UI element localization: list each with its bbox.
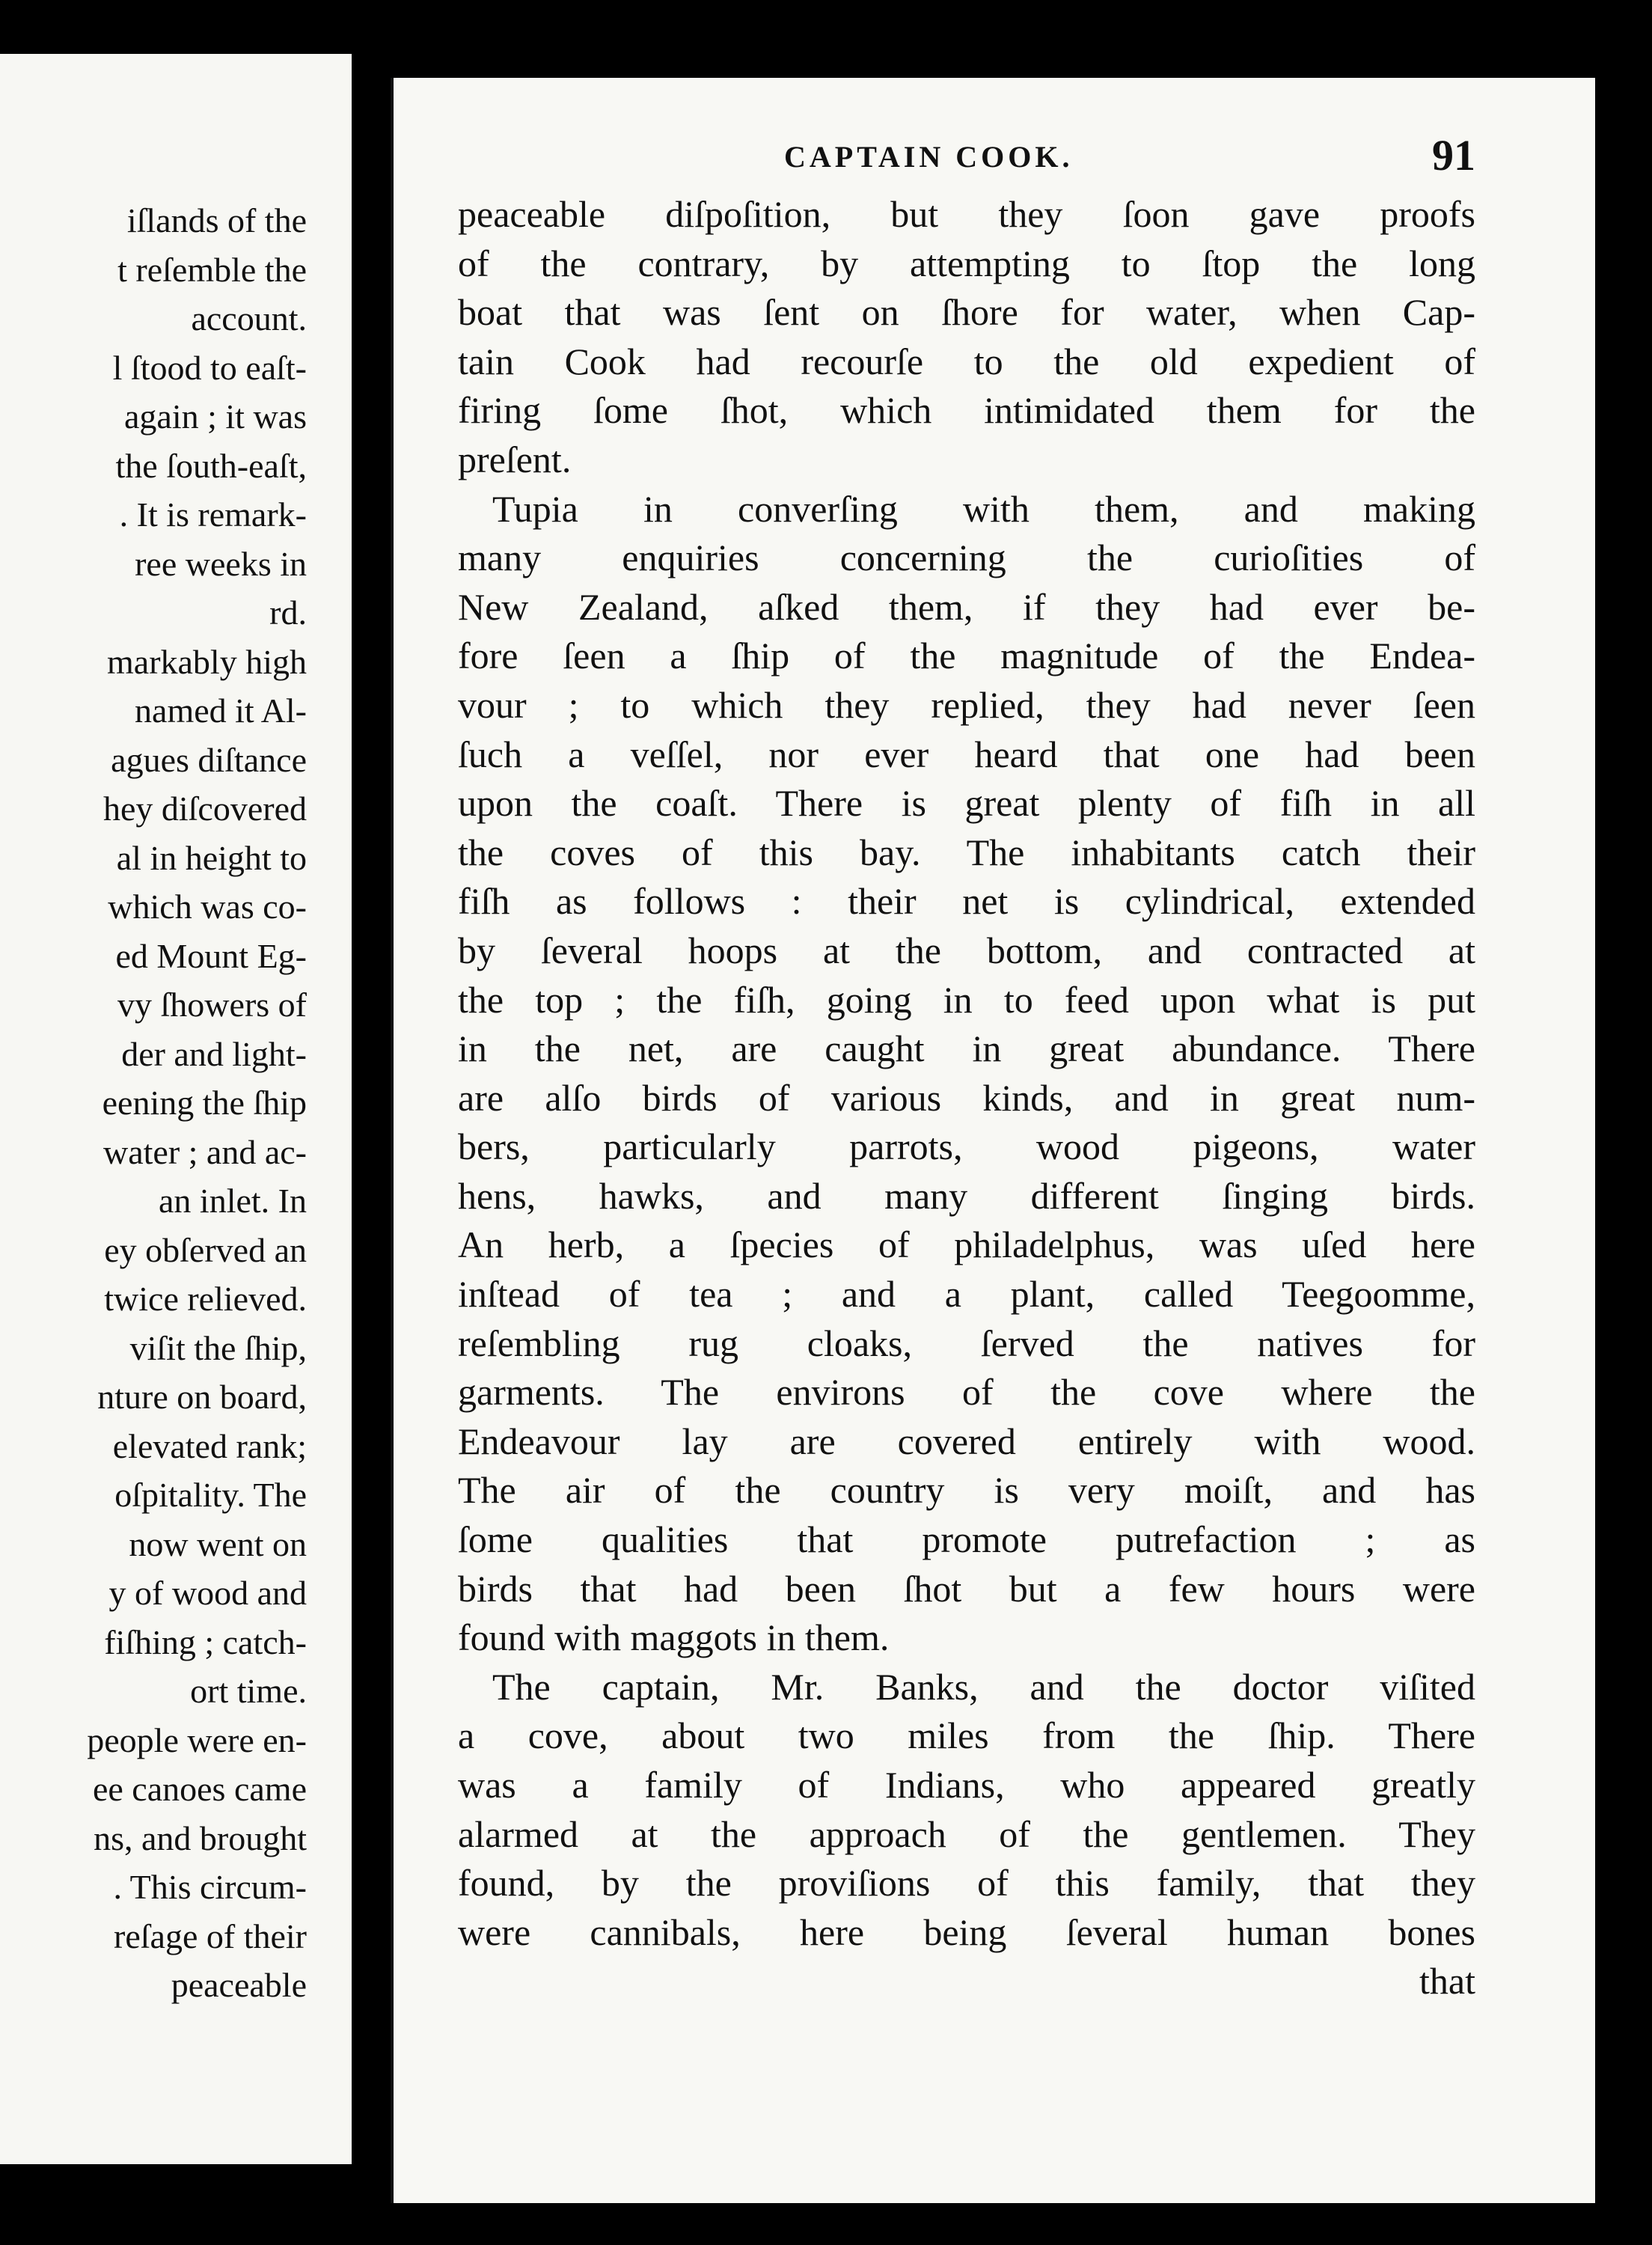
left-page — [0, 54, 352, 2164]
text-line: again ; it was — [124, 397, 307, 436]
text-line: twice relieved. — [104, 1280, 307, 1318]
running-title: CAPTAIN COOK. — [784, 140, 1074, 174]
text-line: named it Al- — [135, 691, 307, 730]
text-line: which was co- — [108, 888, 307, 926]
text-line: hey diſcovered — [103, 789, 307, 828]
text-line: . It is remark- — [119, 495, 307, 534]
text-line: preſent. — [458, 438, 572, 480]
text-line: y of wood and — [108, 1574, 307, 1612]
text-line: the ſouth-eaſt, — [115, 446, 307, 485]
text-line: . This circum- — [113, 1868, 307, 1906]
text-line: l ſtood to eaſt- — [112, 348, 307, 387]
text-line: ſuch a veſſel, nor ever heard that one had been — [458, 733, 1475, 775]
text-line: found with maggots in them. — [458, 1616, 890, 1659]
text-line: Tupia in converſing with them, and making — [492, 487, 1475, 530]
text-line: ort time. — [190, 1672, 307, 1710]
text-line: the top ; the fiſh, going in to feed upon what is put — [458, 978, 1475, 1021]
text-line: t reſemble the — [117, 250, 307, 289]
text-line: ſome qualities that promote putrefaction ; as — [458, 1518, 1475, 1561]
left-page-text — [87, 196, 307, 2010]
right-page — [391, 78, 1595, 2203]
page-number: 91 — [1432, 131, 1475, 180]
text-line: birds that had been ſhot but a few hours were — [458, 1567, 1475, 1610]
text-line: ee canoes came — [92, 1770, 307, 1808]
text-line: fore ſeen a ſhip of the magnitude of the Endea- — [458, 635, 1475, 677]
text-line: al in height to — [116, 838, 307, 877]
text-line: bers, particularly parrots, wood pigeons, water — [458, 1125, 1475, 1168]
text-line: an inlet. In — [159, 1182, 307, 1220]
text-line: viſit the ſhip, — [129, 1328, 307, 1367]
text-line: people were en- — [87, 1720, 307, 1759]
text-line: The air of the country is very moiſt, and has — [458, 1469, 1475, 1512]
text-line: The captain, Mr. Banks, and the doctor viſited — [492, 1665, 1475, 1708]
text-line: by ſeveral hoops at the bottom, and contracted at — [458, 929, 1475, 971]
text-line: fiſh as follows : their net is cylindrical, extended — [458, 880, 1475, 923]
text-line: nture on board, — [97, 1378, 307, 1416]
text-line: markably high — [107, 642, 307, 681]
text-line: the coves of this bay. The inhabitants catch their — [458, 831, 1475, 873]
text-line: oſpitality. The — [114, 1476, 307, 1514]
text-line: ey obſerved an — [104, 1230, 307, 1269]
text-line: of the contrary, by attempting to ſtop the long — [458, 242, 1475, 284]
text-line: New Zealand, aſked them, if they had ever be- — [458, 585, 1475, 628]
text-line: vour ; to which they replied, they had never ſeen — [458, 683, 1475, 726]
text-line: eening the ſhip — [102, 1084, 307, 1122]
text-line: was a family of Indians, who appeared greatly — [458, 1764, 1475, 1806]
text-line: An herb, a ſpecies of philadelphus, was uſed here — [458, 1224, 1475, 1266]
text-line: many enquiries concerning the curioſities of — [458, 537, 1475, 579]
text-line: vy ſhowers of — [117, 986, 307, 1024]
text-line: ns, and brought — [94, 1818, 307, 1857]
text-line: inſtead of tea ; and a plant, called Teegoomme, — [458, 1273, 1475, 1316]
text-line: iſlands of the — [126, 201, 307, 239]
text-line: in the net, are caught in great abundance. There — [458, 1027, 1475, 1070]
text-line: are alſo birds of various kinds, and in great num- — [458, 1076, 1475, 1119]
text-line: upon the coaſt. There is great plenty of fiſh in all — [458, 782, 1475, 825]
text-line: hens, hawks, and many different ſinging birds. — [458, 1174, 1475, 1217]
text-line: peaceable — [171, 1966, 307, 2004]
text-line: ree weeks in — [135, 544, 307, 583]
running-head — [394, 131, 1595, 181]
text-line: peaceable diſpoſition, but they ſoon gave proofs — [458, 193, 1475, 235]
text-line: ed Mount Eg- — [115, 936, 307, 975]
text-line: a cove, about two miles from the ſhip. There — [458, 1714, 1475, 1757]
text-line: garments. The environs of the cove where the — [458, 1371, 1475, 1414]
text-line: firing ſome ſhot, which intimidated them for the — [458, 389, 1475, 432]
catchword: that — [1419, 1960, 1475, 2003]
text-line: account. — [191, 299, 307, 337]
text-line: rd. — [269, 593, 307, 632]
text-line: agues diſtance — [111, 740, 307, 779]
text-line: water ; and ac- — [103, 1132, 307, 1171]
text-line: der and light- — [121, 1034, 307, 1073]
text-line: fiſhing ; catch- — [104, 1622, 307, 1661]
text-line: found, by the proviſions of this family, that they — [458, 1862, 1475, 1905]
text-line: were cannibals, here being ſeveral human bones — [458, 1910, 1475, 1953]
text-line: boat that was ſent on ſhore for water, when Cap- — [458, 291, 1475, 334]
text-line: reſembling rug cloaks, ſerved the natives for — [458, 1322, 1475, 1364]
text-line: tain Cook had recourſe to the old expedient of — [458, 340, 1475, 382]
text-line: elevated rank; — [112, 1426, 307, 1465]
right-page-text — [458, 190, 1475, 2006]
text-line: alarmed at the approach of the gentlemen. They — [458, 1812, 1475, 1855]
text-line: reſage of their — [114, 1916, 307, 1955]
text-line: now went on — [129, 1524, 307, 1563]
text-line: Endeavour lay are covered entirely with wood. — [458, 1420, 1475, 1462]
